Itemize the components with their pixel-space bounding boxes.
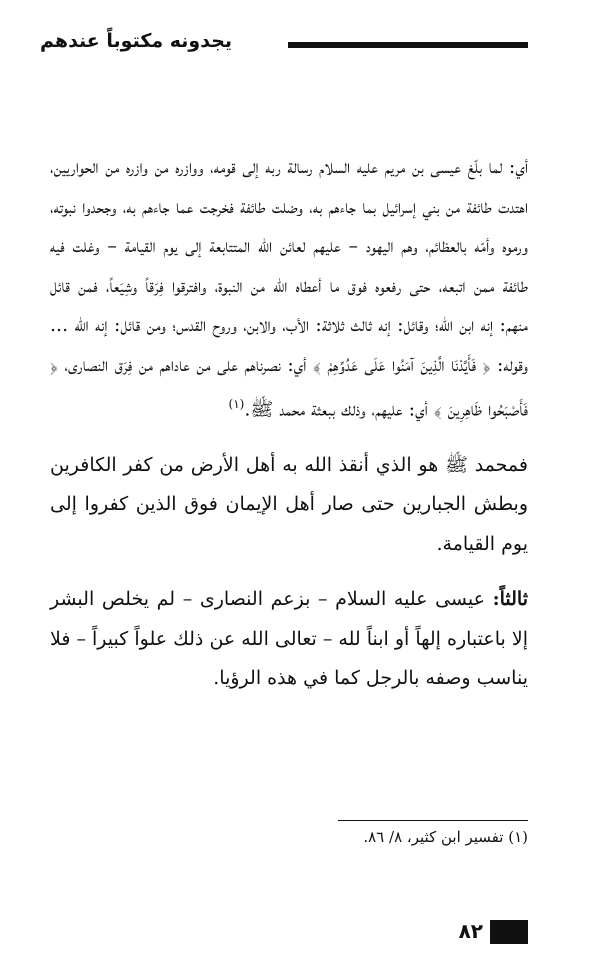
main-text bbox=[50, 148, 528, 699]
running-header-title: يجدونه مكتوباً عندهم bbox=[40, 30, 233, 52]
header-rule bbox=[288, 42, 528, 48]
paragraph-3 bbox=[50, 580, 528, 699]
page-number: ٨٢ bbox=[458, 919, 483, 943]
paragraph-1-text: أي: لما بلّغ عيسى بن مريم عليه السلام رسالة ربه إلى قومه، ووازره من وازره من الحواريين، اهتدت طائفة من بني إسرائيل بما جاءهم به، وضلت طائفة فخرجت عما جاءهم به، وجحدوا نبوته، ورموه وأمّه بالعظائم، وهم اليهود – عليهم لعائن الله المتتابعة إلى يوم القيامة – وغلت فيه طائفة ممن اتبعه، حتى رفعوه فوق ما أعطاه الله من النبوة، وافترقوا فِرَقاً وشِيَعاً، فمن قائل منهم: إنه ابن الله؛ وقائل: إنه ثالث ثلاثة: الأب، والابن، وروح القدس؛ ومن قائل: إنه الله ... وقوله: ﴿ فَأَيَّدْنَا الَّذِينَ آمَنُوا عَلَى عَدُوِّهِمْ ﴾ أي: نصرناهم على من عاداهم من فِرَق النصارى، ﴿ فَأَصْبَحُوا ظَاهِرِينَ ﴾ أي: عليهم، وذلك ببعثة محمد ﷺ. bbox=[50, 156, 528, 421]
footnote: (١) تفسير ابن كثير، ٨/ ٨٦. bbox=[363, 828, 528, 846]
footnote-separator bbox=[338, 820, 528, 821]
page-marker-box bbox=[490, 920, 528, 944]
paragraph-1 bbox=[50, 148, 528, 430]
running-header bbox=[40, 28, 528, 64]
footnote-reference: (١) bbox=[228, 397, 245, 411]
paragraph-2: فمحمد ﷺ هو الذي أنقذ الله به أهل الأرض من كفر الكافرين وبطش الجبارين حتى صار أهل الإيمان فوق الذين كفروا إلى يوم القيامة. bbox=[50, 453, 528, 555]
paragraph-3-text: عيسى عليه السلام – بزعم النصارى – لم يخلص البشر إلا باعتباره إلهاً أو ابناً لله – تعالى الله عن ذلك علواً كبيراً – فلا يناسب وصفه بالرجل كما في هذه الرؤيا. bbox=[50, 588, 528, 690]
paragraph-3-lead: ثالثاً: bbox=[492, 588, 528, 611]
